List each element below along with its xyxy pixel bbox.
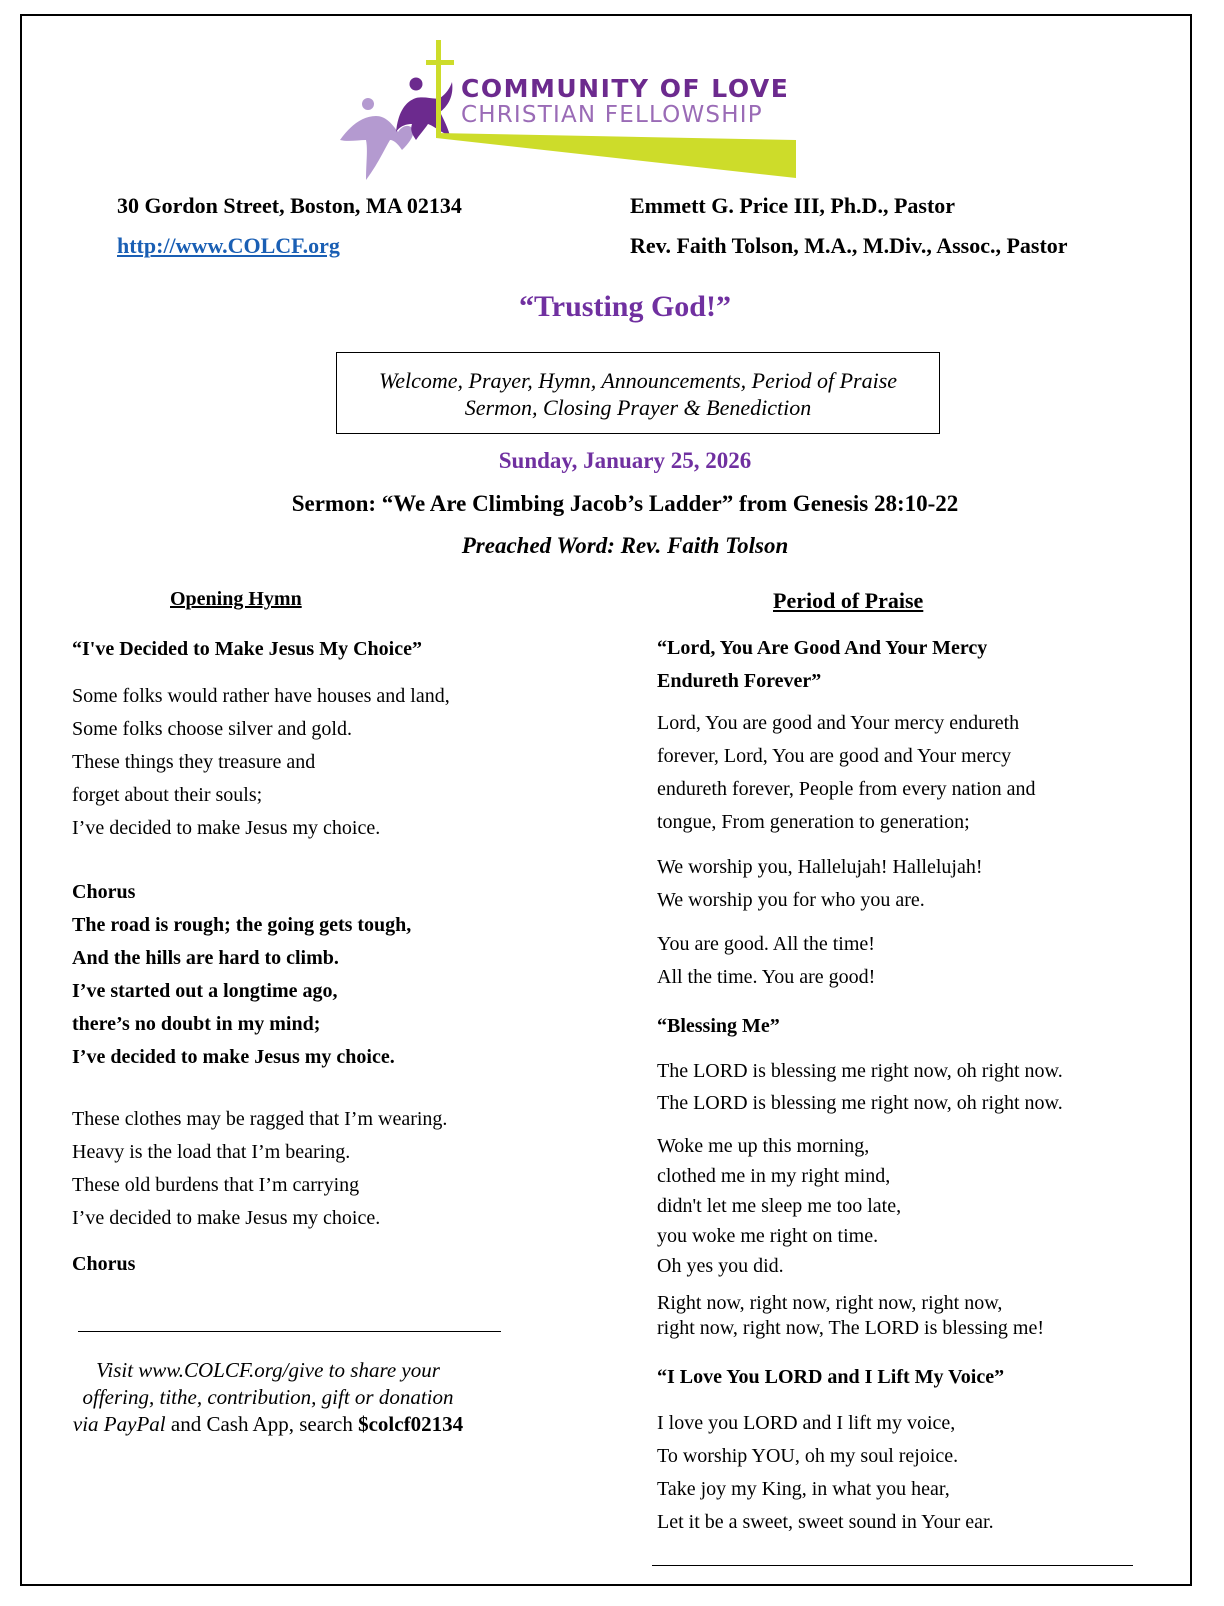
giving-paypal: via PayPal — [72, 1412, 166, 1436]
bottom-divider-line — [652, 1565, 1133, 1566]
giving-line-1: Visit www.COLCF.org/give to share your — [96, 1358, 440, 1382]
song-1-stanza-2 — [657, 851, 983, 917]
lyric-line: I love you LORD and I lift my voice, — [657, 1412, 956, 1434]
opening-hymn-title: “I've Decided to Make Jesus My Choice” — [72, 638, 422, 660]
giving-cashapp: and Cash App, search — [165, 1412, 359, 1436]
song-3-stanza-1 — [657, 1407, 994, 1539]
preacher: Preached Word: Rev. Faith Tolson — [461, 533, 789, 558]
lyric-line: Let it be a sweet, sweet sound in Your ear. — [657, 1511, 994, 1533]
lyric-line: endureth forever, People from every nation and — [657, 778, 1036, 800]
lyric-line: The LORD is blessing me right now, oh right now. — [657, 1092, 1063, 1114]
lyric-line: Oh yes you did. — [657, 1255, 784, 1277]
chorus-repeat-label: Chorus — [72, 1253, 136, 1275]
order-line-2: Sermon, Closing Prayer & Benediction — [464, 395, 812, 420]
order-line-1: Welcome, Prayer, Hymn, Announcements, Period of Praise — [378, 368, 898, 393]
giving-line-2: offering, tithe, contribution, gift or donation — [82, 1385, 454, 1409]
order-of-service-box — [336, 352, 940, 434]
lyric-line: Heavy is the load that I’m bearing. — [72, 1141, 351, 1163]
lyric-line: you woke me right on time. — [657, 1225, 879, 1247]
church-address: 30 Gordon Street, Boston, MA 02134 — [117, 193, 462, 218]
giving-note — [38, 1357, 498, 1438]
lyric-line: Woke me up this morning, — [657, 1135, 870, 1157]
lyric-line: The LORD is blessing me right now, oh right now. — [657, 1060, 1063, 1082]
lyric-line: forget about their souls; — [72, 784, 263, 806]
lyric-line: These things they treasure and — [72, 751, 316, 773]
song-3-title: “I Love You LORD and I Lift My Voice” — [657, 1366, 1005, 1388]
lyric-line: We worship you for who you are. — [657, 889, 925, 911]
lyric-line: I’ve decided to make Jesus my choice. — [72, 1046, 395, 1068]
lyric-line: To worship YOU, oh my soul rejoice. — [657, 1445, 959, 1467]
lyric-line: Right now, right now, right now, right now, — [657, 1292, 1003, 1314]
song-title-line: “Lord, You Are Good And Your Mercy — [657, 637, 988, 659]
logo-title-line2: CHRISTIAN FELLOWSHIP — [461, 102, 763, 128]
giving-cashtag: $colcf02134 — [358, 1412, 464, 1436]
sermon-title: Sermon: “We Are Climbing Jacob’s Ladder” from Genesis 28:10-22 — [291, 491, 959, 516]
song-1 — [657, 632, 987, 698]
song-2-stanza-2 — [657, 1131, 901, 1281]
church-logo — [336, 40, 806, 182]
lyric-line: right now, right now, The LORD is blessing me! — [657, 1317, 1045, 1339]
lyric-line: You are good. All the time! — [657, 933, 875, 955]
logo-title-line1: COMMUNITY OF LOVE — [461, 74, 790, 103]
lyric-line: These old burdens that I’m carrying — [72, 1174, 360, 1196]
lyric-line: I’ve decided to make Jesus my choice. — [72, 817, 381, 839]
lyric-line: there’s no doubt in my mind; — [72, 1013, 321, 1035]
pastor-name: Emmett G. Price III, Ph.D., Pastor — [630, 193, 956, 218]
chorus-label: Chorus — [72, 881, 136, 903]
song-1-stanza-3 — [657, 928, 875, 994]
cross-vertical-icon — [436, 40, 441, 138]
song-2-stanza-3 — [657, 1291, 1044, 1341]
lyric-line: And the hills are hard to climb. — [72, 947, 339, 969]
figure-head-light-icon — [362, 98, 374, 110]
lyric-line: Lord, You are good and Your mercy endureth — [657, 712, 1020, 734]
figure-head-dark-icon — [410, 78, 423, 91]
song-1-stanza-1 — [657, 707, 1036, 839]
assoc-pastor-name: Rev. Faith Tolson, M.A., M.Div., Assoc., Pastor — [630, 233, 1068, 258]
divider-line — [78, 1331, 501, 1332]
lyric-line: The road is rough; the going gets tough, — [72, 914, 412, 936]
lyric-line: didn't let me sleep me too late, — [657, 1195, 902, 1217]
cross-horizontal-icon — [426, 60, 454, 65]
hymn-verse-1 — [72, 680, 450, 845]
giving-line-3 — [38, 1411, 498, 1438]
lyric-line: I’ve started out a longtime ago, — [72, 980, 338, 1002]
lyric-line: These clothes may be ragged that I’m wearing. — [72, 1108, 448, 1130]
light-beam-shape — [436, 133, 796, 178]
hymn-chorus — [72, 876, 411, 1074]
lyric-line: We worship you, Hallelujah! Hallelujah! — [657, 856, 983, 878]
song-2-title: “Blessing Me” — [657, 1015, 780, 1037]
website-link[interactable]: http://www.COLCF.org — [117, 233, 340, 258]
lyric-line: I’ve decided to make Jesus my choice. — [72, 1207, 381, 1229]
song-title-line: Endureth Forever” — [657, 670, 822, 692]
lyric-line: forever, Lord, You are good and Your mercy — [657, 745, 1012, 767]
lyric-line: All the time. You are good! — [657, 966, 876, 988]
theme-title: “Trusting God!” — [519, 290, 731, 323]
lyric-line: tongue, From generation to generation; — [657, 811, 970, 833]
service-date: Sunday, January 25, 2026 — [498, 448, 752, 473]
song-2-stanza-1 — [657, 1055, 1063, 1119]
period-of-praise-heading: Period of Praise — [773, 588, 924, 613]
opening-hymn-heading: Opening Hymn — [170, 588, 302, 610]
lyric-line: Some folks would rather have houses and land, — [72, 685, 450, 707]
hymn-verse-2 — [72, 1103, 447, 1235]
lyric-line: clothed me in my right mind, — [657, 1165, 891, 1187]
lyric-line: Some folks choose silver and gold. — [72, 718, 352, 740]
lyric-line: Take joy my King, in what you hear, — [657, 1478, 950, 1500]
